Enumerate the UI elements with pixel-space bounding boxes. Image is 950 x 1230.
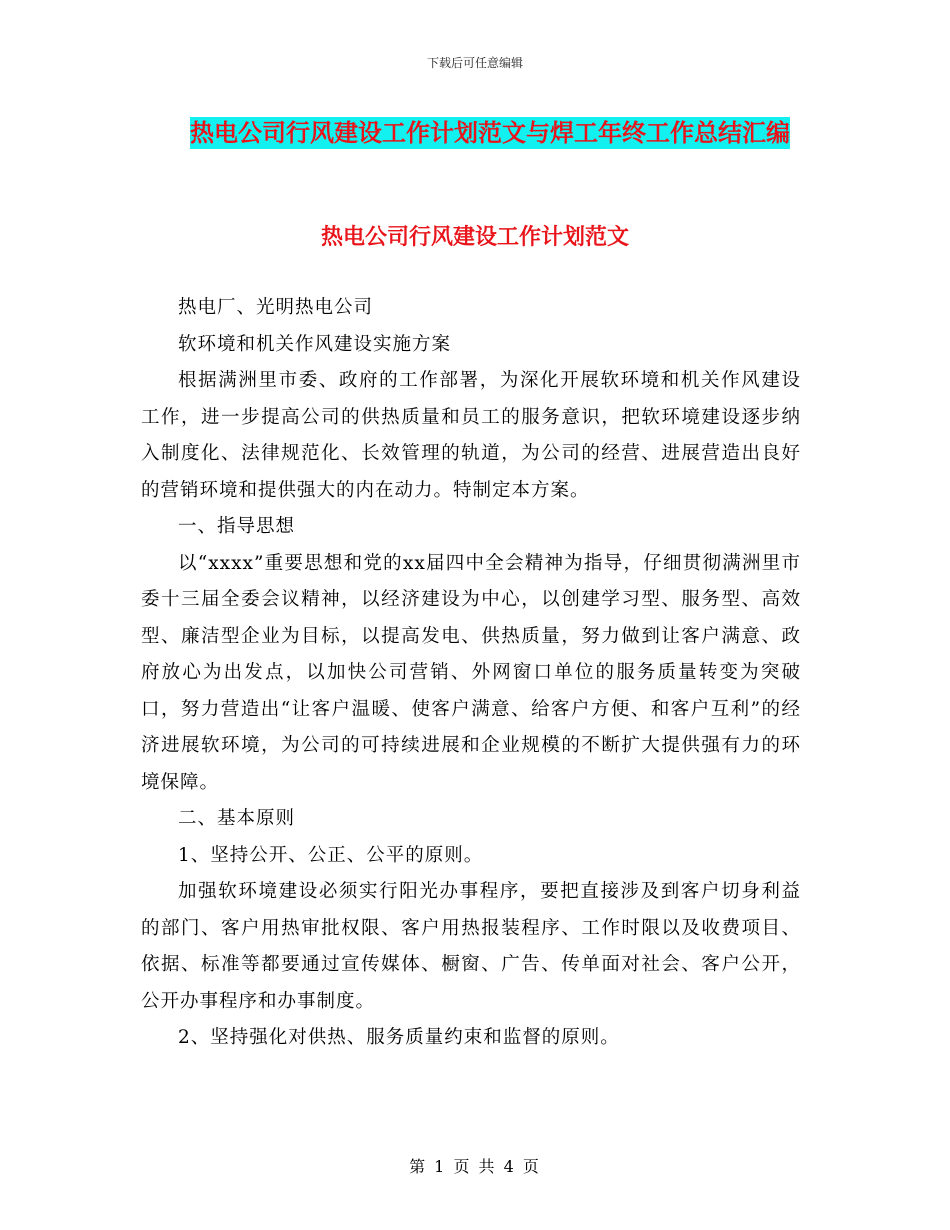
document-title-text: 热电公司行风建设工作计划范文与焊工年终工作总结汇编	[190, 119, 790, 147]
paragraph: 一、指导思想	[178, 516, 296, 537]
section-title: 热电公司行风建设工作计划范文	[320, 225, 629, 250]
document-body	[141, 290, 801, 1057]
paragraph: 二、基本原则	[178, 808, 296, 829]
page-footer: 第 1 页 共 4 页	[409, 1157, 541, 1176]
paragraph: 2、坚持强化对供热、服务质量约束和监督的原则。	[178, 1027, 620, 1048]
document-title	[140, 110, 840, 156]
paragraph: 热电厂、光明热电公司	[178, 297, 374, 318]
paragraph: 软环境和机关作风建设实施方案	[178, 333, 452, 355]
paragraph: 根据满洲里市委、政府的工作部署，为深化开展软环境和机关作风建设工作，进一步提高公司的供热质量和员工的服务意识，把软环境建设逐步纳入制度化、法律规范化、长效管理的轨道，为公司的经营、进展营造出良好的营销环境和提供强大的内在动力。特制定本方案。	[141, 370, 801, 501]
paragraph: 以“xxxx”重要思想和党的xx届四中全会精神为指导，仔细贯彻满洲里市委十三届全委会议精神，以经济建设为中心，以创建学习型、服务型、高效型、廉洁型企业为目标，以提高发电、供热质量，努力做到让客户满意、政府放心为出发点，以加快公司营销、外网窗口单位的服务质量转变为突破口，努力营造出“让客户温暖、使客户满意、给客户方便、和客户互利”的经济进展软环境，为公司的可持续进展和企业规模的不断扩大提供强有力的环境保障。	[141, 552, 801, 793]
paragraph: 加强软环境建设必须实行阳光办事程序，要把直接涉及到客户切身利益的部门、客户用热审批权限、客户用热报装程序、工作时限以及收费项目、依据、标准等都要通过宣传媒体、橱窗、广告、传单面对社会、客户公开，公开办事程序和办事制度。	[141, 881, 801, 1012]
paragraph: 1、坚持公开、公正、公平的原则。	[178, 844, 484, 866]
header-note: 下载后可任意编辑	[426, 56, 523, 70]
